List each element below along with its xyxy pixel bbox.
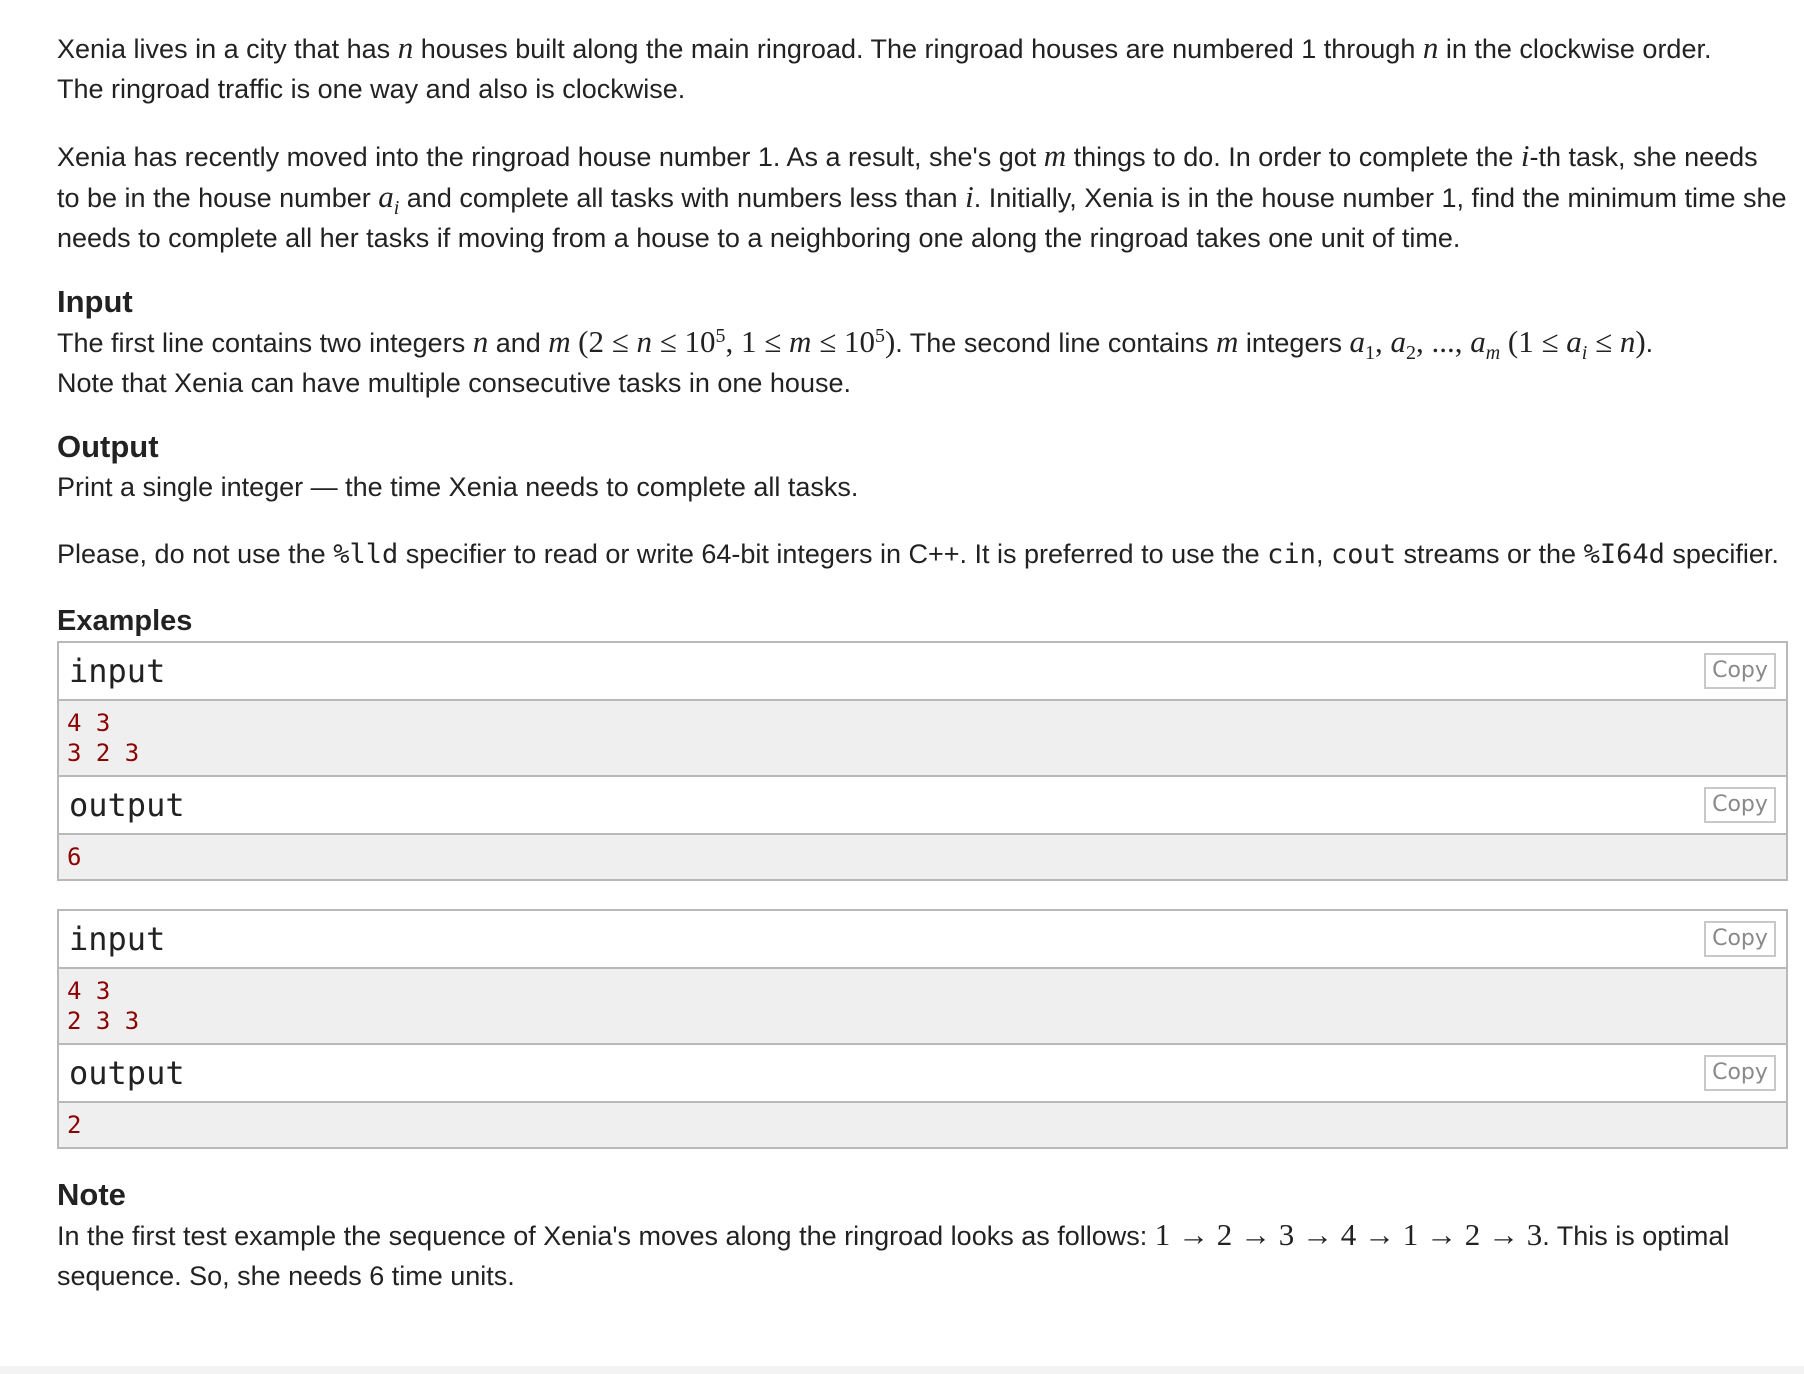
var-a: a: [1470, 324, 1486, 359]
input-line: 3 2 3: [67, 739, 140, 767]
copy-output-button[interactable]: Copy: [1704, 787, 1776, 823]
input-title: Input: [57, 284, 133, 319]
text: in the clockwise order.: [1438, 34, 1712, 64]
bottom-edge: [0, 1366, 1804, 1374]
var-a: a: [1349, 324, 1365, 359]
subscript: 2: [1405, 342, 1416, 364]
text: . The second line contains: [895, 328, 1216, 358]
var-m: m: [548, 324, 571, 359]
var-n: n: [1619, 324, 1636, 359]
example-input-header: [59, 643, 1786, 701]
output-line: 2: [67, 1111, 82, 1139]
output-title: Output: [57, 429, 159, 464]
copy-input-button[interactable]: Copy: [1704, 653, 1776, 689]
text: -th task, she needs to be in the house number: [57, 142, 1758, 213]
output-line: 6: [67, 843, 82, 871]
math: ): [884, 324, 896, 359]
subscript: i: [1581, 342, 1588, 364]
note-text: [57, 1215, 1757, 1296]
input-line: 2 3 3: [67, 1007, 140, 1035]
var-a: a: [1566, 324, 1582, 359]
statement-paragraph-2: [57, 136, 1787, 258]
math: (1 ≤: [1500, 324, 1567, 359]
copy-input-button[interactable]: Copy: [1704, 921, 1776, 957]
example-output-header: [59, 1045, 1786, 1103]
input-description: [57, 322, 1804, 403]
text: Xenia lives in a city that has: [57, 34, 398, 64]
examples-title: Examples: [57, 605, 193, 637]
output-label: output: [69, 1054, 185, 1092]
var-n: n: [1422, 30, 1439, 65]
note-title: Note: [57, 1177, 126, 1212]
var-n: n: [472, 324, 489, 359]
math: , ...,: [1415, 324, 1471, 359]
text: . This is optimal sequence. So, she needs 6 time units.: [57, 1221, 1730, 1291]
example-output-body: [59, 835, 1786, 879]
text: Please, do not use the: [57, 539, 334, 569]
exponent: 5: [715, 325, 726, 347]
text: . Initially, Xenia is in the house number 1, find the minimum time she needs to complete all her tasks if moving from a house to a neighboring one along the ringroad takes one unit of time.: [57, 183, 1787, 253]
move-sequence: 1 → 2 → 3 → 4 → 1 → 2 → 3: [1154, 1217, 1543, 1252]
var-m: m: [1043, 138, 1067, 173]
input-label: input: [69, 920, 166, 958]
text: The first line contains two integers: [57, 328, 473, 358]
text: streams or the: [1395, 539, 1584, 569]
text: and complete all tasks with numbers less than: [399, 183, 966, 213]
text: specifier to read or write 64-bit integers in C++. It is preferred to use the: [398, 539, 1268, 569]
input-line: 4 3: [67, 977, 111, 1005]
subscript: 1: [1364, 342, 1375, 364]
text: things to do. In order to complete the: [1066, 142, 1521, 172]
code-cin: cin: [1267, 539, 1316, 570]
var-i: i: [1520, 138, 1530, 173]
math: ≤: [1587, 324, 1620, 359]
code-i64d: %I64d: [1583, 539, 1665, 570]
subscript: m: [1485, 342, 1501, 364]
example-output-header: [59, 777, 1786, 835]
copy-output-button[interactable]: Copy: [1704, 1055, 1776, 1091]
var-m: m: [789, 324, 812, 359]
example-1: [57, 641, 1788, 881]
output-label: output: [69, 786, 185, 824]
input-line: 4 3: [67, 709, 111, 737]
code-lld: %lld: [333, 539, 399, 570]
math: ≤ 10: [811, 324, 875, 359]
example-input-body: [59, 701, 1786, 777]
var-a: a: [1390, 324, 1406, 359]
text: Xenia has recently moved into the ringroad house number 1. As a result, she's got: [57, 142, 1044, 172]
exponent: 5: [874, 325, 885, 347]
var-n: n: [397, 30, 414, 65]
input-label: input: [69, 652, 166, 690]
math: (2 ≤: [578, 324, 637, 359]
code-cout: cout: [1330, 539, 1396, 570]
example-output-body: [59, 1103, 1786, 1147]
var-m: m: [1216, 324, 1239, 359]
math: , 1 ≤: [725, 324, 790, 359]
text: houses built along the main ringroad. The ringroad houses are numbered 1 through: [413, 34, 1423, 64]
text: and: [488, 328, 549, 358]
text: .: [1645, 328, 1654, 358]
example-input-body: [59, 969, 1786, 1045]
var-n: n: [636, 324, 653, 359]
math: ≤ 10: [652, 324, 716, 359]
io-note-paragraph: [57, 534, 1797, 575]
statement-paragraph-1: [57, 28, 1804, 109]
text: integers: [1238, 328, 1350, 358]
math: ,: [1374, 324, 1391, 359]
math: ): [1635, 324, 1646, 359]
text: Note that Xenia can have multiple consecutive tasks in one house.: [57, 368, 851, 398]
text: specifier.: [1664, 539, 1779, 569]
output-description: Print a single integer — the time Xenia needs to complete all tasks.: [57, 472, 859, 502]
text: ,: [1315, 539, 1331, 569]
example-input-header: [59, 911, 1786, 969]
var-a: a: [378, 179, 394, 214]
var-i: i: [965, 179, 974, 214]
problem-statement: [57, 28, 1790, 1296]
subscript: i: [393, 197, 400, 219]
text: The ringroad traffic is one way and also is clockwise.: [57, 74, 686, 104]
example-2: [57, 909, 1788, 1149]
text: In the first test example the sequence of Xenia's moves along the ringroad looks as follows:: [57, 1221, 1155, 1251]
